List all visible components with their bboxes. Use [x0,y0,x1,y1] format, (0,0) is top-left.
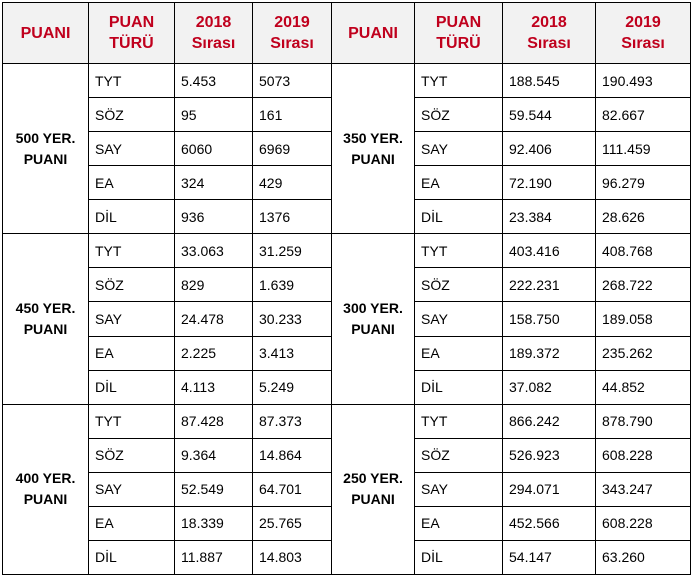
rank-2018-cell: 9.364 [175,438,253,472]
rank-2018-cell: 324 [175,166,253,200]
table-row [3,404,691,438]
score-type-cell: TYT [89,234,175,268]
header-2019-sirasi-right [596,3,691,64]
score-group-line1: 350 YER. [343,129,403,146]
score-type-cell: SÖZ [89,268,175,302]
rank-2018-cell: 188.545 [503,64,596,98]
header-puani [3,3,89,64]
score-group-line1: 450 YER. [15,299,76,316]
rank-2018-cell: 526.923 [503,438,596,472]
rank-2019-cell: 161 [253,98,332,132]
score-type-cell: SÖZ [415,98,503,132]
score-type-cell: TYT [89,404,175,438]
score-group-line2: PUANI [351,491,395,508]
score-group-line1: 500 YER. [15,129,76,146]
score-type-cell: SAY [89,132,175,166]
header-2018-line2: Sırası [191,35,236,52]
score-type-cell: TYT [415,234,503,268]
rank-2019-cell: 6969 [253,132,332,166]
score-type-cell: DİL [415,540,503,574]
header-puani-label: PUANI [20,24,71,42]
rank-2019-cell: 5.249 [253,370,332,404]
rank-2018-cell: 222.231 [503,268,596,302]
header-puani-right-label: PUANI [348,24,398,42]
rank-2019-cell: 3.413 [253,336,332,370]
score-type-cell: SAY [89,472,175,506]
rank-2019-cell: 5073 [253,64,332,98]
rank-2018-cell: 2.225 [175,336,253,370]
rank-2018-cell: 4.113 [175,370,253,404]
rank-2019-cell: 268.722 [596,268,691,302]
rank-2019-cell: 408.768 [596,234,691,268]
rank-2019-cell: 235.262 [596,336,691,370]
score-type-cell: SAY [415,132,503,166]
rank-2018-cell: 92.406 [503,132,596,166]
rank-2019-cell: 608.228 [596,438,691,472]
header-2019-right-line2: Sırası [621,35,665,52]
rank-2018-cell: 6060 [175,132,253,166]
rank-2019-cell: 111.459 [596,132,691,166]
header-2018-right-line2: Sırası [527,35,571,52]
header-2018-sirasi-right [503,3,596,64]
score-type-cell: DİL [89,200,175,234]
rank-2018-cell: 24.478 [175,302,253,336]
score-type-cell: EA [415,506,503,540]
rank-2019-cell: 14.803 [253,540,332,574]
rank-2018-cell: 403.416 [503,234,596,268]
score-group-line2: PUANI [23,320,68,337]
header-puani-right [332,3,415,64]
score-type-cell: SAY [415,472,503,506]
rank-2019-cell: 63.260 [596,540,691,574]
score-group-label [332,64,415,234]
rank-2019-cell: 64.701 [253,472,332,506]
score-type-cell: TYT [89,64,175,98]
score-group-label [332,234,415,404]
score-type-cell: EA [89,506,175,540]
score-group-line1: 400 YER. [15,470,76,487]
rank-2019-cell: 1376 [253,200,332,234]
rank-2019-cell: 96.279 [596,166,691,200]
rank-2018-cell: 54.147 [503,540,596,574]
score-group-label [3,64,89,234]
rank-2019-cell: 1.639 [253,268,332,302]
rank-2018-cell: 866.242 [503,404,596,438]
header-puan-turu-line2: TÜRÜ [109,35,154,52]
rank-2019-cell: 429 [253,166,332,200]
rank-2018-cell: 59.544 [503,98,596,132]
score-type-cell: EA [415,166,503,200]
rank-2018-cell: 72.190 [503,166,596,200]
rank-2018-cell: 18.339 [175,506,253,540]
rank-2018-cell: 294.071 [503,472,596,506]
score-type-cell: SÖZ [415,438,503,472]
rank-2018-cell: 37.082 [503,370,596,404]
score-type-cell: SÖZ [89,98,175,132]
rank-2019-cell: 30.233 [253,302,332,336]
score-type-cell: TYT [415,64,503,98]
header-puan-turu [89,3,175,64]
score-group-label [3,404,89,574]
rank-2019-cell: 44.852 [596,370,691,404]
rank-2018-cell: 33.063 [175,234,253,268]
score-type-cell: SAY [415,302,503,336]
rank-2018-cell: 158.750 [503,302,596,336]
header-puan-turu-right [415,3,503,64]
score-group-line2: PUANI [351,320,395,337]
score-type-cell: SÖZ [415,268,503,302]
score-group-label [3,234,89,404]
score-type-cell: DİL [415,370,503,404]
rank-2018-cell: 23.384 [503,200,596,234]
rank-2018-cell: 52.549 [175,472,253,506]
score-type-cell: SAY [89,302,175,336]
header-puan-turu-right-line2: TÜRÜ [436,35,481,52]
rank-2018-cell: 452.566 [503,506,596,540]
rank-2018-cell: 95 [175,98,253,132]
table-row [3,64,691,98]
rank-2019-cell: 25.765 [253,506,332,540]
score-type-cell: EA [89,336,175,370]
score-type-cell: DİL [415,200,503,234]
rank-2018-cell: 829 [175,268,253,302]
score-type-cell: EA [415,336,503,370]
header-2019-line1: 2019 [274,14,310,31]
table-body [3,64,691,575]
score-type-cell: DİL [89,370,175,404]
rank-2018-cell: 11.887 [175,540,253,574]
header-2018-sirasi [175,3,253,64]
rank-2019-cell: 87.373 [253,404,332,438]
header-row [3,3,691,64]
score-group-line2: PUANI [351,150,395,167]
score-group-line2: PUANI [23,491,68,508]
rank-2019-cell: 31.259 [253,234,332,268]
rank-2018-cell: 936 [175,200,253,234]
score-group-line1: 300 YER. [343,299,403,316]
score-group-label [332,404,415,574]
rank-2018-cell: 87.428 [175,404,253,438]
header-2018-line1: 2018 [195,14,232,31]
header-2019-right-line1: 2019 [625,14,661,31]
score-type-cell: EA [89,166,175,200]
ranking-table [2,2,691,575]
rank-2018-cell: 5.453 [175,64,253,98]
rank-2019-cell: 190.493 [596,64,691,98]
rank-2019-cell: 82.667 [596,98,691,132]
header-2019-sirasi [253,3,332,64]
rank-2019-cell: 608.228 [596,506,691,540]
rank-2019-cell: 878.790 [596,404,691,438]
rank-2019-cell: 189.058 [596,302,691,336]
rank-2019-cell: 28.626 [596,200,691,234]
header-puan-turu-line1: PUAN [108,14,155,31]
header-2018-right-line1: 2018 [531,14,567,31]
score-type-cell: DİL [89,540,175,574]
score-type-cell: SÖZ [89,438,175,472]
score-group-line2: PUANI [23,150,68,167]
score-type-cell: TYT [415,404,503,438]
rank-2019-cell: 14.864 [253,438,332,472]
table-row [3,234,691,268]
rank-2018-cell: 189.372 [503,336,596,370]
header-2019-line2: Sırası [270,35,314,52]
score-group-line1: 250 YER. [343,470,403,487]
rank-2019-cell: 343.247 [596,472,691,506]
header-puan-turu-right-line1: PUAN [435,14,482,31]
